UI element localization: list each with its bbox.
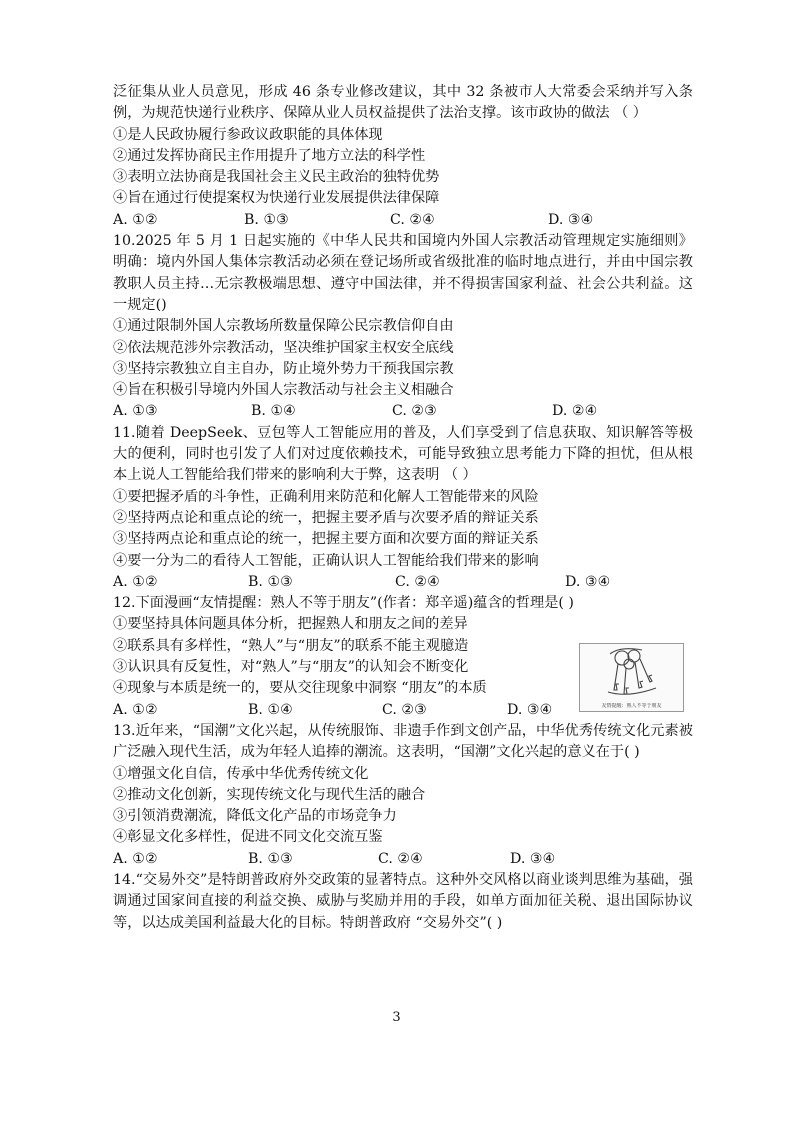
question-11-option-3: ③坚持两点论和重点论的统一，把握主要方面和次要方面的辩证关系 bbox=[113, 531, 539, 548]
question-9-option-1: ①是人民政协履行参政议政职能的具体体现 bbox=[113, 126, 383, 143]
keys-illustration bbox=[580, 644, 683, 702]
question-9-option-3: ③表明立法协商是我国社会主义民主政治的独特优势 bbox=[113, 169, 440, 186]
question-10-option-2: ②依法规范涉外宗教活动，坚决维护国家主权安全底线 bbox=[113, 339, 454, 356]
question-13-choice-d[interactable]: D. ③④ bbox=[510, 850, 556, 867]
question-10-option-3: ③坚持宗教独立自主自办，防止境外势力干预我国宗教 bbox=[113, 360, 454, 377]
question-9-choice-a[interactable]: A. ①② bbox=[113, 211, 158, 228]
question-14 bbox=[113, 870, 693, 934]
question-13-option-4: ④彰显文化多样性，促进不同文化交流互鉴 bbox=[113, 829, 383, 846]
question-12-choice-a[interactable]: A. ①② bbox=[113, 701, 158, 718]
question-12-choice-d[interactable]: D. ③④ bbox=[507, 701, 553, 718]
question-14-stem: 14.“交易外交”是特朗普政府外交政策的显著特点。这种外交风格以商业谈判思维为基础，强调通过国家间直接的利益交换、威胁与奖励并用的手段，如单方面加征关税、退出国际协议等，以达成美国利益最大化的目标。特朗普政府 “交易外交”( ) bbox=[113, 871, 693, 931]
question-12-stem: 12.下面漫画“友情提醒：熟人不等于朋友”(作者：郑辛遥)蕴含的哲理是( ) bbox=[113, 595, 574, 612]
question-12-option-2: ②联系具有多样性，“熟人”与“朋友”的联系不能主观臆造 bbox=[113, 637, 469, 654]
question-12-option-3: ③认识具有反复性，对“熟人”与“朋友”的认知会不断变化 bbox=[113, 659, 469, 676]
question-10 bbox=[113, 231, 693, 423]
question-12-option-1: ①要坚持具体问题具体分析，把握熟人和朋友之间的差异 bbox=[113, 616, 468, 633]
question-10-option-4: ④旨在积极引导境内外国人宗教活动与社会主义相融合 bbox=[113, 382, 454, 399]
question-11-stem: 11.随着 DeepSeek、豆包等人工智能应用的普及，人们享受到了信息获取、知识解答等极大的便利，同时也引发了人们对过度依赖技术，可能导致独立思考能力下降的担忧，但从根本上说人工智能给我们带来的影响利大于弊，这表明 （ ） bbox=[113, 424, 693, 484]
question-13-choice-b[interactable]: B. ①③ bbox=[248, 850, 293, 867]
question-10-choice-a[interactable]: A. ①③ bbox=[113, 403, 158, 420]
question-12-comic bbox=[579, 643, 684, 712]
question-10-choice-d[interactable]: D. ②④ bbox=[552, 403, 598, 420]
question-10-choices bbox=[113, 401, 693, 422]
comic-caption: 友情提醒：熟人不等于朋友 bbox=[601, 703, 662, 709]
question-11-option-2: ②坚持两点论和重点论的统一，把握主要矛盾与次要矛盾的辩证关系 bbox=[113, 509, 539, 526]
question-13-option-3: ③引领消费潮流，降低文化产品的市场竞争力 bbox=[113, 808, 397, 825]
question-11-choices bbox=[113, 572, 693, 593]
question-10-option-1: ①通过限制外国人宗教场所数量保障公民宗教信仰自由 bbox=[113, 318, 454, 335]
question-11-choice-a[interactable]: A. ①② bbox=[113, 573, 158, 590]
page-number: 3 bbox=[392, 1010, 401, 1025]
question-10-stem: 10.2025 年 5 月 1 日起实施的《中华人民共和国境内外国人宗教活动管理规定实施细则》明确：境内外国人集体宗教活动必须在登记场所或省级批准的临时地点进行，并由中国宗教教职人员主持…无宗教极端思想、遵守中国法律，并不得损害国家利益、社会公共利益。这一规定() bbox=[113, 233, 693, 313]
question-9-choices bbox=[113, 210, 693, 231]
question-10-choice-b[interactable]: B. ①④ bbox=[251, 403, 296, 420]
question-12-option-4: ④现象与本质是统一的，要从交往现象中洞察 “朋友”的本质 bbox=[113, 680, 487, 697]
question-13-choice-c[interactable]: C. ②④ bbox=[378, 850, 423, 867]
question-11-option-4: ④要一分为二的看待人工智能，正确认识人工智能给我们带来的影响 bbox=[113, 552, 539, 569]
question-11-choice-b[interactable]: B. ①③ bbox=[248, 573, 293, 590]
question-13-option-2: ②推动文化创新，实现传统文化与现代生活的融合 bbox=[113, 786, 426, 803]
question-13-choices bbox=[113, 849, 693, 870]
page-content bbox=[113, 82, 693, 934]
question-13-option-1: ①增强文化自信，传承中华优秀传统文化 bbox=[113, 765, 369, 782]
question-9-choice-d[interactable]: D. ③④ bbox=[548, 211, 594, 228]
question-12-choice-b[interactable]: B. ①④ bbox=[248, 701, 293, 718]
question-13-stem: 13.近年来，“国潮”文化兴起，从传统服饰、非遗手作到文创产品，中华优秀传统文化元素被广泛融入现代生活，成为年轻人追捧的潮流。这表明，“国潮”文化兴起的意义在于( ) bbox=[113, 722, 693, 761]
question-11 bbox=[113, 423, 693, 593]
question-9-choice-b[interactable]: B. ①③ bbox=[244, 211, 289, 228]
question-11-choice-c[interactable]: C. ②④ bbox=[395, 573, 440, 590]
question-13-choice-a[interactable]: A. ①② bbox=[113, 850, 158, 867]
question-12-choice-c[interactable]: C. ②③ bbox=[382, 701, 427, 718]
question-9 bbox=[113, 82, 693, 231]
question-11-choice-d[interactable]: D. ③④ bbox=[565, 573, 611, 590]
question-10-choice-c[interactable]: C. ②③ bbox=[392, 403, 437, 420]
question-9-choice-c[interactable]: C. ②④ bbox=[390, 211, 435, 228]
question-9-option-4: ④旨在通过行使提案权为快递行业发展提供法律保障 bbox=[113, 190, 440, 207]
question-9-stem: 泛征集从业人员意见，形成 46 条专业修改建议，其中 32 条被市人大常委会采纳并写入条例，为规范快递行业秩序、保障从业人员权益提供了法治支撑。该市政协的做法 （ ） bbox=[113, 84, 693, 122]
question-13 bbox=[113, 721, 693, 870]
question-9-option-2: ②通过发挥协商民主作用提升了地方立法的科学性 bbox=[113, 147, 426, 164]
question-11-option-1: ①要把握矛盾的斗争性，正确利用来防范和化解人工智能带来的风险 bbox=[113, 488, 539, 505]
